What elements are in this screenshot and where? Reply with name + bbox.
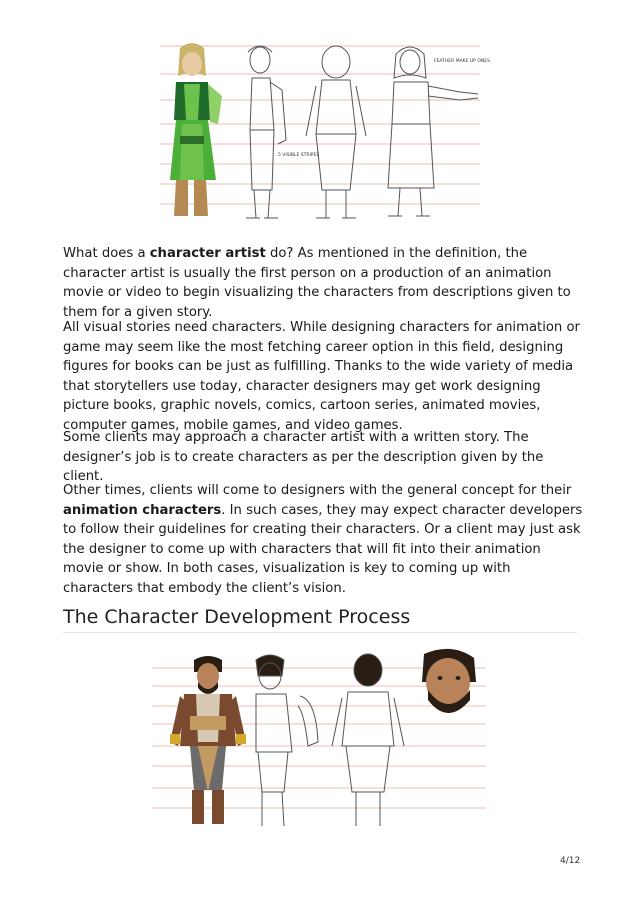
p4-text-pre: Other times, clients will come to designers with the general concept for their — [63, 483, 572, 498]
paragraph-general-concept — [63, 481, 583, 598]
colored-character-front — [170, 43, 222, 216]
colored-character-front — [170, 656, 246, 824]
lineart-character-back — [306, 46, 366, 218]
paragraph-character-artist — [63, 244, 583, 322]
p4-bold-term: animation characters — [63, 502, 222, 518]
lineart-character-three-quarter — [388, 47, 478, 216]
face-closeup — [422, 649, 476, 713]
heading-divider — [63, 632, 577, 633]
feather-annotation: FEATHER MAKE UP ONES — [434, 59, 490, 64]
character-turnaround-figure-female — [160, 40, 490, 226]
p1-text-post: do? As mentioned in the definition, the character artist is usually the first person on a production of an animation movie or video to begin visualizing the characters from descriptions given to them for a given story. — [63, 246, 571, 320]
p1-text-pre: What does a — [63, 246, 150, 261]
lineart-character-side — [256, 655, 318, 826]
stripes-annotation: 5 VISIBLE STRIPES — [278, 153, 320, 158]
lineart-character-side — [246, 46, 286, 218]
paragraph-written-story: Some clients may approach a character artist with a written story. The designer’s job is to create characters as per the description given by the client. — [63, 430, 544, 484]
paragraph-visual-stories: All visual stories need characters. While designing characters for animation or game may seem like the most fetching career option in this field, designing figures for books can be just as fulfilling. Thanks to the wide variety of media that storytellers use today, character designers may get work designing picture books, graphic novels, comics, cartoon series, animated movies, computer games, mobile games, and video games. — [63, 320, 580, 433]
p4-text-post: . In such cases, they may expect character developers to follow their guidelines for creating their characters. Or a client may just ask the designer to come up with characters that will fit into their animation movie or show. In both cases, visualization is key to coming up with characters that embody the client’s vision. — [63, 502, 583, 596]
page-number: 4/12 — [560, 856, 581, 866]
section-heading: The Character Development Process — [63, 606, 411, 628]
lineart-character-back — [332, 654, 404, 826]
p1-bold-term: character artist — [149, 246, 266, 261]
character-turnaround-figure-male — [152, 642, 486, 832]
